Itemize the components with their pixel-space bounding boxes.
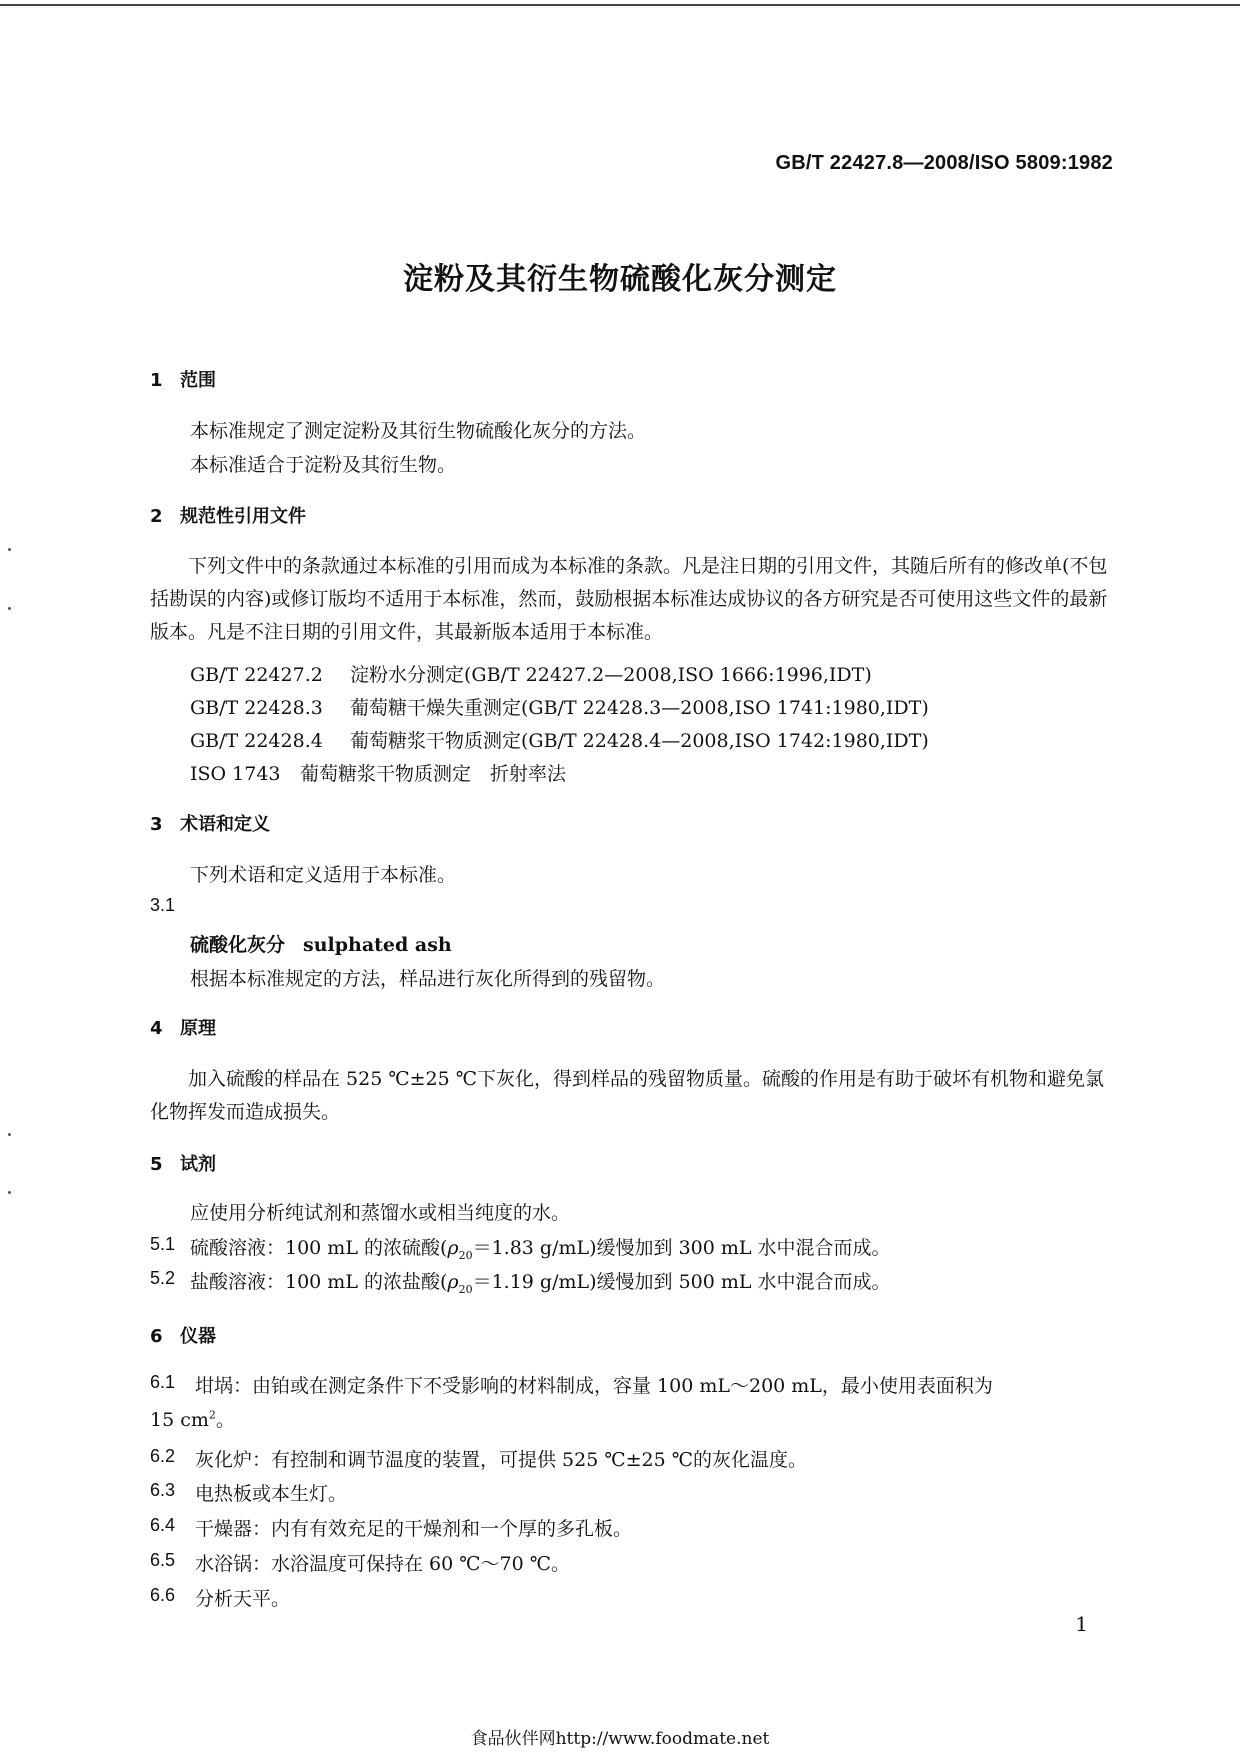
section-6-heading: 6 仪器 [150,1326,216,1347]
term-definition: 根据本标准规定的方法，样品进行灰化所得到的残留物。 [190,968,666,990]
item-6-4-number: 6.4 [150,1515,176,1535]
reference-item: GB/T 22428.3 葡萄糖干燥失重测定(GB/T 22428.3—2008,ISO 1741:1980,IDT) [190,697,929,719]
reference-item: GB/T 22428.4 葡萄糖浆干物质测定(GB/T 22428.4—2008,ISO 1742:1980,IDT) [190,730,929,752]
page-title: 淀粉及其衍生物硫酸化灰分测定 [403,262,837,297]
section-1-heading: 1 范围 [150,370,216,391]
scan-dot [8,607,11,610]
item-6-3-text: 电热板或本生灯。 [195,1483,348,1505]
item-6-6-number: 6.6 [150,1585,176,1605]
section-5-heading: 5 试剂 [150,1154,216,1175]
item-5-2-text: 盐酸溶液：100 mL 的浓盐酸($\rho_{20}=1.19$ g/mL)缓慢加到 500 mL 水中混合而成。 [190,1271,891,1296]
item-6-1-number: 6.1 [150,1372,176,1392]
section-4-heading: 4 原理 [150,1018,216,1039]
item-6-6-text: 分析天平。 [195,1588,291,1610]
item-6-2-text: 灰化炉：有控制和调节温度的装置，可提供 525 ℃±25 ℃的灰化温度。 [195,1449,807,1471]
footer-watermark: 食品伙伴网http://www.foodmate.net [470,1729,770,1749]
top-rule [0,4,1240,6]
s1-line-2: 本标准适合于淀粉及其衍生物。 [190,454,457,476]
scan-dot [8,1133,11,1136]
section-3-heading: 3 术语和定义 [150,814,270,835]
scan-dot [8,548,11,551]
s3-intro: 下列术语和定义适用于本标准。 [190,864,457,886]
item-5-1-text: 硫酸溶液：100 mL 的浓硫酸($\rho_{20}=1.83$ g/mL)缓慢加到 300 mL 水中混合而成。 [190,1237,891,1262]
standard-code: GB/T 22427.8—2008/ISO 5809:1982 [775,152,1113,174]
s5-intro: 应使用分析纯试剂和蒸馏水或相当纯度的水。 [190,1202,571,1224]
scan-dot [8,1191,11,1194]
item-5-1-number: 5.1 [150,1234,176,1254]
term-entry: 硫酸化灰分 sulphated ash [190,934,452,956]
s4-paragraph: 加入硫酸的样品在 525 ℃±25 ℃下灰化，得到样品的残留物质量。硫酸的作用是有助于破坏有机物和避免氯化物挥发而造成损失。 [150,1068,1104,1123]
item-6-4-text: 干燥器：内有有效充足的干燥剂和一个厚的多孔板。 [195,1518,633,1540]
reference-item: GB/T 22427.2 淀粉水分测定(GB/T 22427.2—2008,ISO 1666:1996,IDT) [190,664,872,686]
item-5-2-number: 5.2 [150,1268,176,1288]
item-6-2-number: 6.2 [150,1446,176,1466]
item-6-5-number: 6.5 [150,1550,176,1570]
section-2-heading: 2 规范性引用文件 [150,506,306,527]
subsection-3-1-number: 3.1 [150,895,176,915]
item-6-1-text-cont: 15 $cm^2$。 [150,1408,235,1431]
item-6-1-text: 坩埚：由铂或在测定条件下不受影响的材料制成，容量 100 mL～200 mL，最小使用表面积为 [195,1375,993,1397]
page-number: 1 [1075,1612,1088,1636]
reference-item: ISO 1743 葡萄糖浆干物质测定 折射率法 [190,763,567,785]
s2-paragraph: 下列文件中的条款通过本标准的引用而成为本标准的条款。凡是注日期的引用文件，其随后所有的修改单(不包括勘误的内容)或修订版均不适用于本标准，然而，鼓励根据本标准达成协议的各方研究是否可使用这些文件的最新版本。凡是不注日期的引用文件，其最新版本适用于本标准。 [150,555,1108,643]
item-6-3-number: 6.3 [150,1480,176,1500]
item-6-5-text: 水浴锅：水浴温度可保持在 60 ℃～70 ℃。 [195,1553,570,1575]
s1-line-1: 本标准规定了测定淀粉及其衍生物硫酸化灰分的方法。 [190,420,647,442]
